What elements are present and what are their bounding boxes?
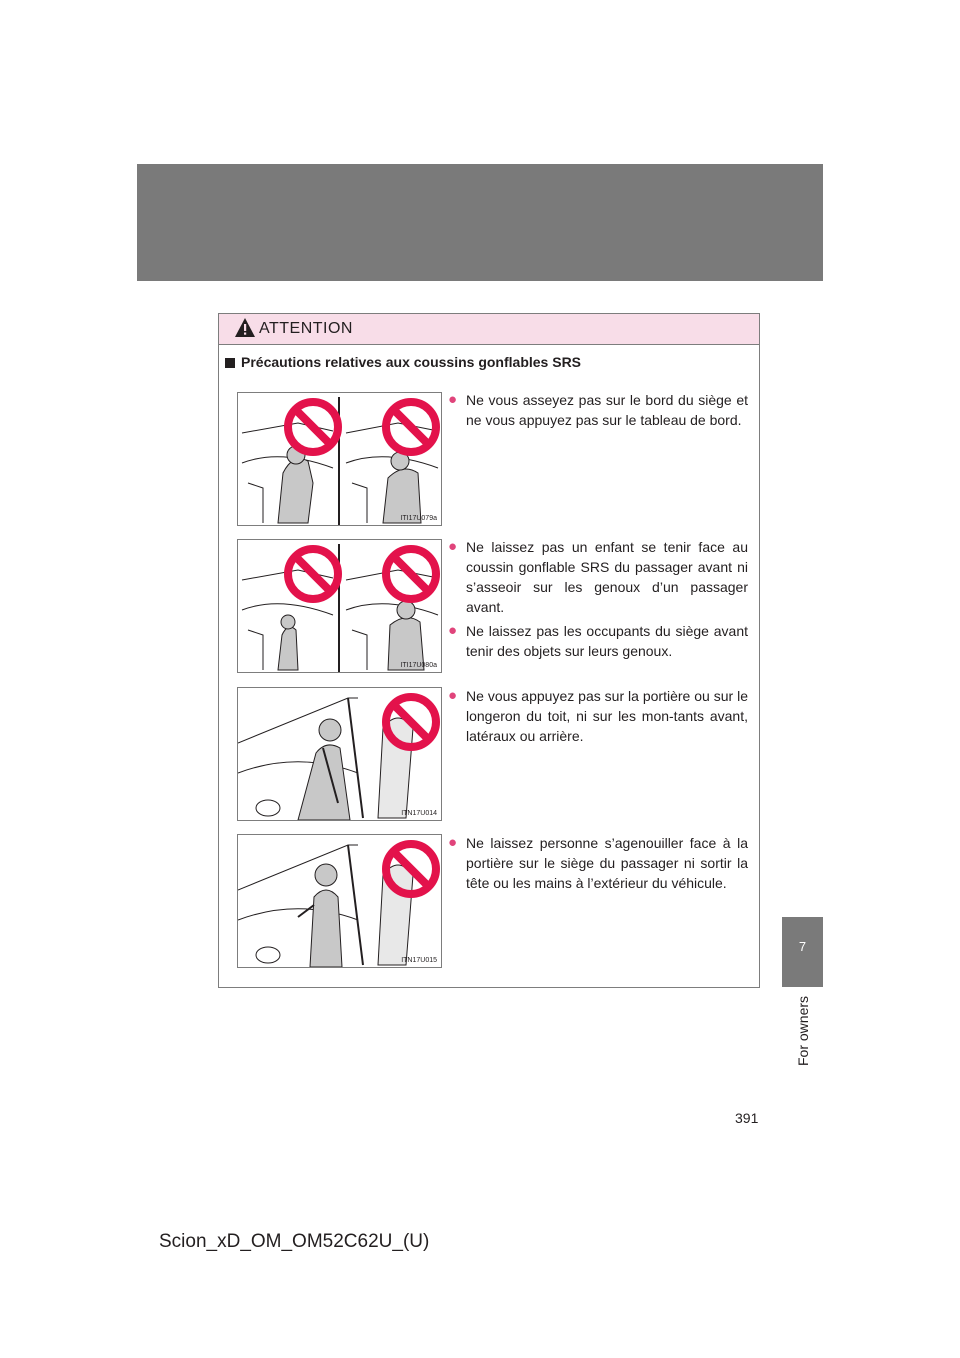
bullet-text: Ne vous appuyez pas sur la portière ou sur le longeron du toit, ni sur les mon-tants avant, latéraux ou arrière.	[466, 688, 748, 744]
bullet-dot-icon: ●	[448, 834, 458, 851]
page-number: 391	[735, 1110, 759, 1126]
caution-header	[219, 314, 759, 345]
bullet-dot-icon: ●	[448, 687, 458, 704]
illustration-code: ITN17U015	[401, 957, 437, 964]
prohibited-icon	[283, 544, 343, 604]
bullet-text: Ne vous asseyez pas sur le bord du siège et ne vous appuyez pas sur le tableau de bord.	[466, 392, 748, 428]
bullet-text: Ne laissez pas les occupants du siège avant tenir des objets sur leurs genoux.	[466, 623, 748, 659]
bullet-dot-icon: ●	[448, 391, 458, 408]
prohibited-icon	[381, 397, 441, 457]
section-title-text: Précautions relatives aux coussins gonflables SRS	[241, 354, 582, 370]
bullet-dot-icon: ●	[448, 622, 458, 639]
prohibited-icon	[381, 544, 441, 604]
illustration-code: ITI17U079a	[400, 515, 437, 522]
bullet-text: Ne laissez personne s’agenouiller face à la portière sur le siège du passager ni sortir la tête ou les mains à l’extérieur du véhicule.	[466, 835, 748, 891]
bullet-dot-icon: ●	[448, 538, 458, 555]
prohibited-icon	[381, 839, 441, 899]
bullet-item	[448, 537, 748, 617]
section-title	[225, 354, 581, 370]
illustration-code: ITN17U014	[401, 810, 437, 817]
warning-triangle-icon	[234, 317, 256, 338]
bullet-item	[448, 621, 748, 661]
bullet-text: Ne laissez pas un enfant se tenir face au coussin gonflable SRS du passager avant ni s’asseoir sur les genoux d’un passager avant.	[466, 539, 748, 615]
caution-title: ATTENTION	[259, 320, 353, 337]
prohibited-icon	[283, 397, 343, 457]
bullet-item	[448, 833, 748, 893]
illustration-kneeling	[237, 834, 442, 968]
footer-code: Scion_xD_OM_OM52C62U_(U)	[159, 1231, 430, 1252]
illustration-sitting-edge	[237, 392, 442, 526]
bullet-item	[448, 390, 748, 430]
prohibited-icon	[381, 692, 441, 752]
bullet-item	[448, 686, 748, 746]
chapter-label: For owners	[795, 996, 811, 1067]
chapter-number: 7	[798, 939, 807, 954]
header-band	[137, 164, 823, 281]
illustration-leaning-door	[237, 687, 442, 821]
caution-box	[218, 313, 760, 988]
square-bullet-icon	[225, 358, 235, 368]
chapter-tab	[782, 917, 823, 987]
illustration-code: ITI17U080a	[400, 662, 437, 669]
illustration-child-front	[237, 539, 442, 673]
